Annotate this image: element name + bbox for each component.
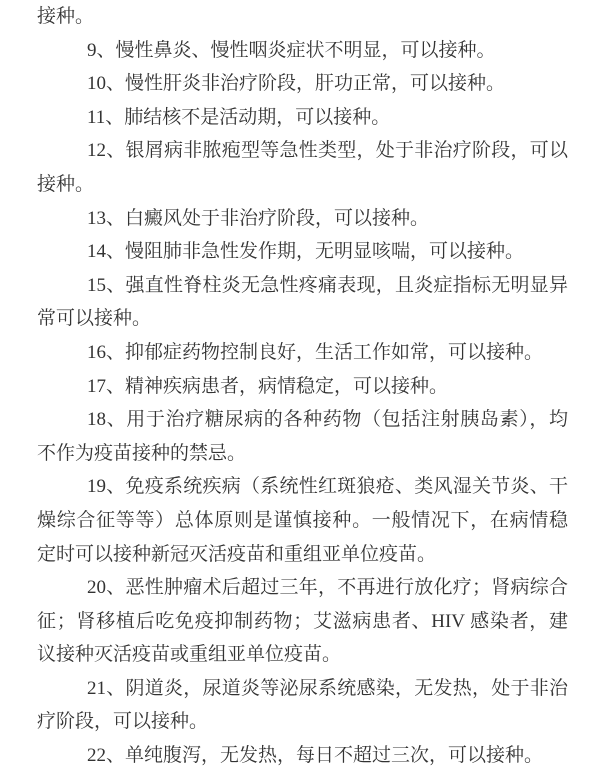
list-item-21: 21、阴道炎，尿道炎等泌尿系统感染，无发热，处于非治疗阶段，可以接种。 [37, 677, 568, 733]
list-item-19: 19、免疫系统疾病（系统性红斑狼疮、类风湿关节炎、干燥综合征等等）总体原则是谨慎接种。一般情况下，在病情稳定时可以接种新冠灭活疫苗和重组亚单位疫苗。 [37, 476, 568, 565]
list-item-16: 16、抑郁症药物控制良好，生活工作如常，可以接种。 [87, 341, 544, 363]
list-item-9: 9、慢性鼻炎、慢性咽炎症状不明显，可以接种。 [87, 39, 496, 61]
list-item-12: 12、银屑病非脓疱型等急性类型，处于非治疗阶段，可以接种。 [37, 140, 568, 195]
list-item-18: 18、用于治疗糖尿病的各种药物（包括注射胰岛素），均不作为疫苗接种的禁忌。 [37, 409, 568, 464]
list-item-17: 17、精神疾病患者，病情稳定，可以接种。 [87, 375, 449, 397]
list-item-15: 15、强直性脊柱炎无急性疼痛表现，且炎症指标无明显异常可以接种。 [37, 274, 568, 330]
list-item-10: 10、慢性肝炎非治疗阶段，肝功正常，可以接种。 [87, 73, 506, 95]
paragraph-continuation: 接种。 [37, 6, 95, 27]
list-item-20: 20、恶性肿瘤术后超过三年，不再进行放化疗；肾病综合征；肾移植后吃免疫抑制药物；艾滋病患者、HIV 感染者，建议接种灭活疫苗或重组亚单位疫苗。 [37, 577, 568, 666]
list-item-22: 22、单纯腹泻，无发热，每日不超过三次，可以接种。 [87, 745, 544, 767]
list-item-14: 14、慢阻肺非急性发作期，无明显咳喘，可以接种。 [87, 241, 525, 263]
list-item-11: 11、肺结核不是活动期，可以接种。 [87, 106, 391, 128]
list-item-13: 13、白癜风处于非治疗阶段，可以接种。 [87, 207, 430, 229]
